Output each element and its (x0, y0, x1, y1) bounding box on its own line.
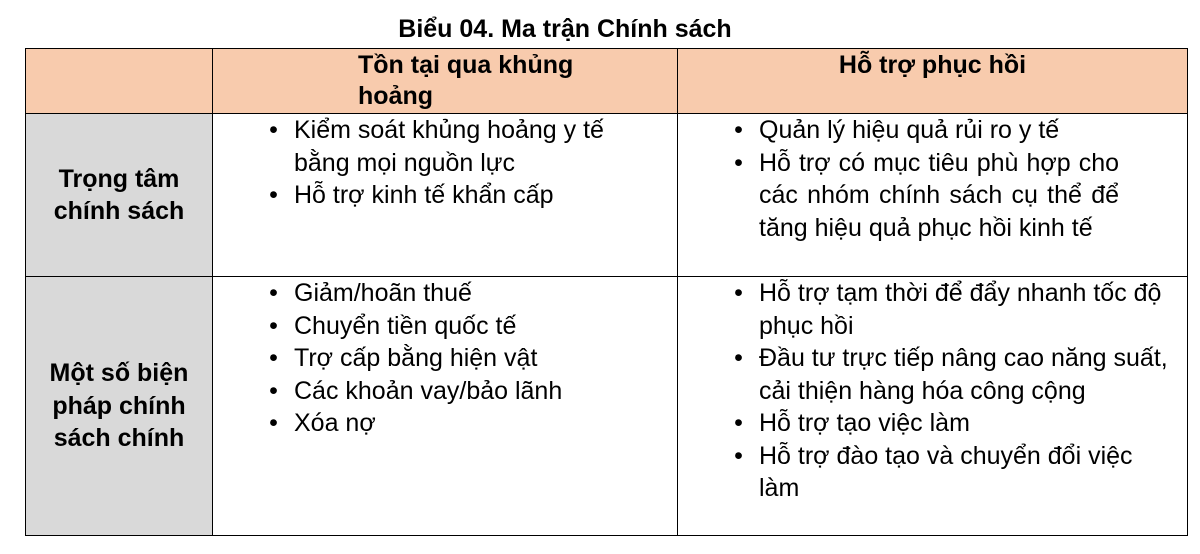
bullet-icon: • (734, 279, 743, 307)
bullet-list (718, 114, 1119, 244)
table-row (26, 277, 1188, 536)
document-title: Biểu 04. Ma trận Chính sách (398, 15, 732, 43)
bullet-icon: • (269, 116, 278, 144)
row-label-policy-focus: Trọng tâm chính sách (26, 114, 213, 277)
table-row (26, 114, 1188, 277)
bullet-list (253, 277, 637, 440)
list-item: • Kiểm soát khủng hoảng y tế bằng mọi nguồn lực (253, 114, 637, 179)
bullet-list (253, 114, 637, 212)
header-label-survive-crisis: Tồn tại qua khủng hoảng (358, 51, 574, 110)
header-label-support-recovery: Hỗ trợ phục hồi (838, 51, 1027, 79)
bullet-icon: • (269, 279, 278, 307)
list-item: • Hỗ trợ tạm thời để đẩy nhanh tốc độ phục hồi (718, 277, 1179, 342)
bullet-list (718, 277, 1179, 505)
list-item: • Hỗ trợ đào tạo và chuyển đổi việc làm (718, 440, 1179, 505)
header-cell-support-recovery (678, 49, 1188, 114)
list-item: • Trợ cấp bằng hiện vật (253, 342, 637, 375)
list-item: • Giảm/hoãn thuế (253, 277, 637, 310)
list-item: • Đầu tư trực tiếp nâng cao năng suất, cải thiện hàng hóa công cộng (718, 342, 1179, 407)
cell-policy-focus-recovery (678, 114, 1188, 277)
list-item: • Các khoản vay/bảo lãnh (253, 375, 637, 408)
cell-policy-focus-survive (213, 114, 678, 277)
list-item: • Xóa nợ (253, 407, 637, 440)
table-header-row (26, 49, 1188, 114)
bullet-icon: • (269, 376, 278, 405)
bullet-icon: • (269, 344, 278, 372)
header-corner-cell (26, 49, 213, 114)
list-item: • Quản lý hiệu quả rủi ro y tế (718, 114, 1119, 147)
list-item: • Chuyển tiền quốc tế (253, 310, 637, 343)
bullet-icon: • (734, 441, 743, 470)
cell-measures-survive (213, 277, 678, 536)
cell-measures-recovery (678, 277, 1188, 536)
bullet-icon: • (269, 409, 278, 437)
list-item: • Hỗ trợ có mục tiêu phù hợp cho các nhóm chính sách cụ thể để tăng hiệu quả phục hồi kinh tế (718, 147, 1119, 245)
list-item: • Hỗ trợ tạo việc làm (718, 407, 1179, 440)
bullet-icon: • (734, 116, 743, 144)
header-cell-survive-crisis (213, 49, 678, 114)
row-label-main-measures: Một số biện pháp chính sách chính (26, 277, 213, 536)
bullet-icon: • (269, 181, 278, 209)
bullet-icon: • (734, 344, 743, 372)
bullet-icon: • (734, 148, 743, 177)
policy-matrix-table (25, 48, 1188, 536)
bullet-icon: • (734, 409, 743, 437)
list-item: • Hỗ trợ kinh tế khẩn cấp (253, 179, 637, 212)
bullet-icon: • (269, 311, 278, 340)
